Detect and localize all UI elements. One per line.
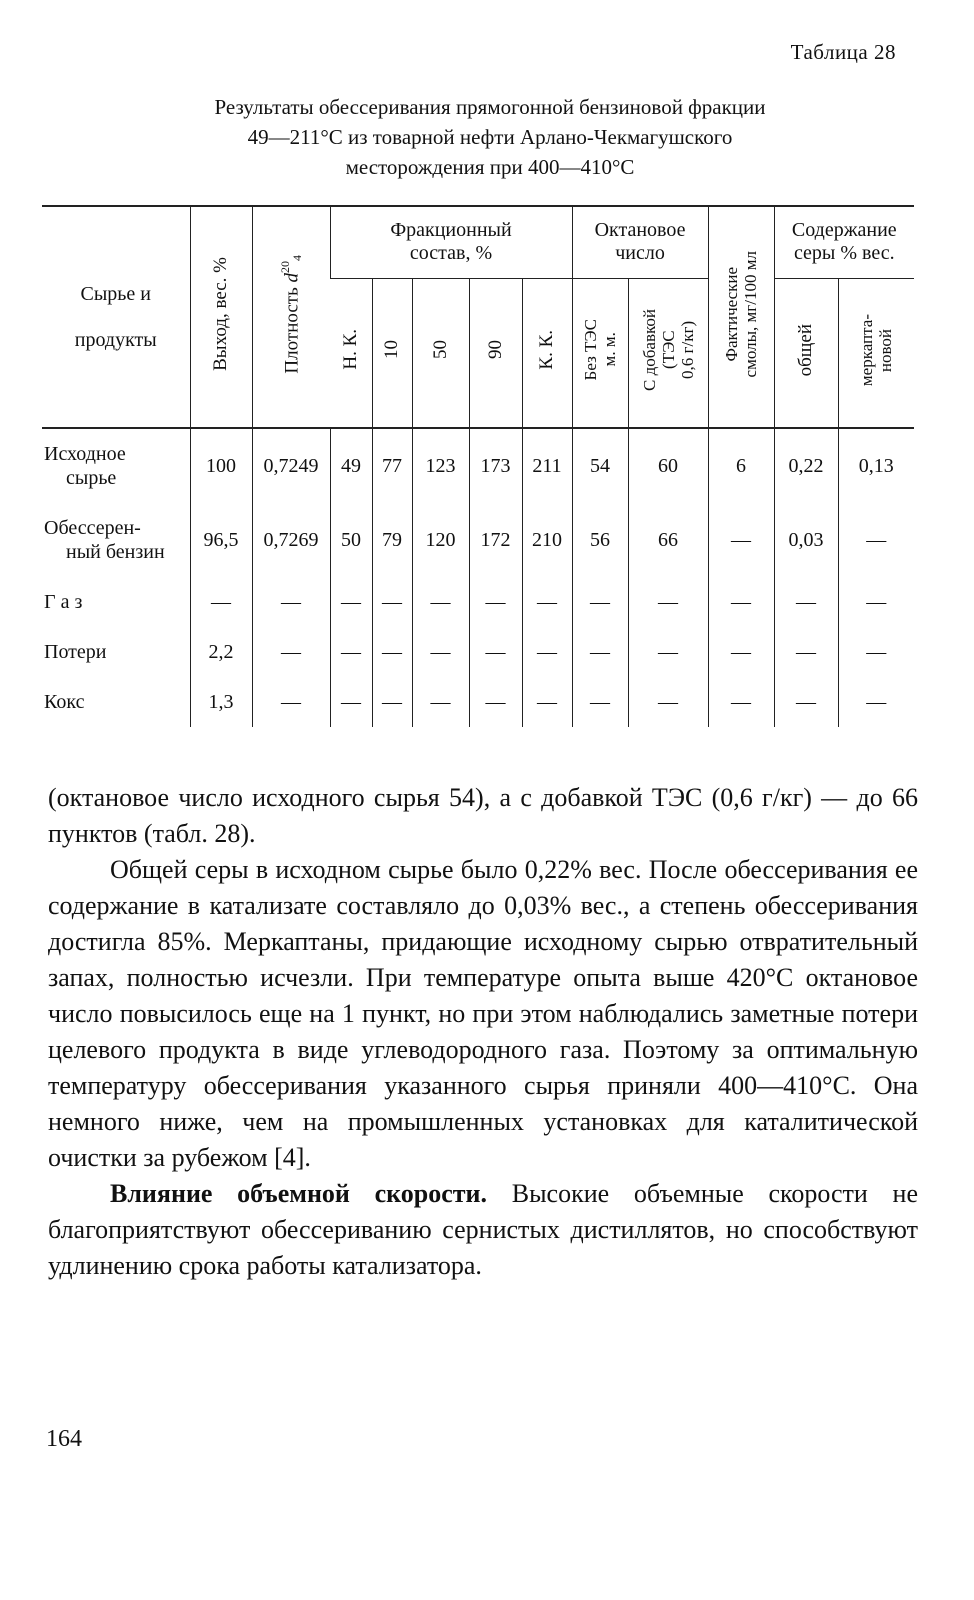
table-row (42, 627, 914, 677)
table-cell: 96,5 (190, 503, 252, 577)
caption-line-2: 49—211°С из товарной нефти Арлано-Чекмагушского (247, 125, 733, 149)
table-cell: — (469, 677, 522, 727)
table-cell: 77 (372, 428, 412, 503)
table-cell: 1,3 (190, 677, 252, 727)
sulfur-group-header (774, 206, 914, 278)
fraction-group-line-1: Фракционный (390, 219, 512, 242)
fraction-col-50 (412, 278, 469, 428)
table-cell: — (708, 627, 774, 677)
row-label-line: Потери (44, 641, 107, 663)
table-cell: — (372, 627, 412, 677)
table-cell: 2,2 (190, 627, 252, 677)
fraction-col-90 (469, 278, 522, 428)
table-cell: — (330, 577, 372, 627)
table-cell: — (522, 677, 572, 727)
paragraph-3-heading: Влияние объемной скорости. (110, 1179, 488, 1208)
fraction-col-ibp (330, 278, 372, 428)
table-cell: — (330, 627, 372, 677)
sulfur-col-mercaptan-label (857, 314, 895, 386)
row-label (42, 428, 190, 503)
fraction-col-90-label: 90 (484, 340, 506, 360)
table-cell: 6 (708, 428, 774, 503)
density-header (252, 206, 330, 428)
page-number: 164 (46, 1426, 82, 1452)
sulfur-group-line-1: Содержание (791, 219, 897, 242)
table-cell: — (628, 577, 708, 627)
paragraph-3-text: Высокие объемные скорости не благоприятствуют обессериванию сернистых дистиллятов, но способствуют удлинению срока работы катализатора. (48, 1179, 918, 1280)
paragraph-3 (48, 1176, 918, 1284)
octane-col-tel (628, 278, 708, 428)
table-cell: — (522, 577, 572, 627)
fraction-col-fbp (522, 278, 572, 428)
sulfur-col-total-label: общей (795, 323, 817, 376)
table-cell: 211 (522, 428, 572, 503)
caption-line-3: месторождения при 400—410°С (345, 155, 635, 179)
row-label-line: ный бензин (66, 541, 165, 563)
table-cell: 49 (330, 428, 372, 503)
table-cell: 50 (330, 503, 372, 577)
table-cell: — (372, 677, 412, 727)
table-cell: — (522, 627, 572, 677)
row-label-line: сырье (66, 467, 117, 489)
table-cell: 79 (372, 503, 412, 577)
table-cell: 54 (572, 428, 628, 503)
row-label (42, 677, 190, 727)
table-cell: 66 (628, 503, 708, 577)
table-cell: — (412, 677, 469, 727)
fraction-col-10-label: 10 (381, 340, 402, 360)
table-cell: — (774, 677, 838, 727)
yield-header (190, 206, 252, 428)
octane-tel-line-3: 0,6 г/кг) (677, 320, 697, 379)
table-cell: 172 (469, 503, 522, 577)
row-label-header (42, 206, 190, 428)
caption-line-1: Результаты обессеривания прямогонной бензиновой фракции (214, 95, 766, 119)
sulfur-col-total (774, 278, 838, 428)
fraction-col-fbp-label: К. К. (536, 329, 557, 370)
octane-clear-line-1: Без ТЭС (581, 319, 601, 381)
row-label-line: Кокс (44, 691, 85, 713)
table-cell: — (572, 627, 628, 677)
gums-header (708, 206, 774, 428)
row-label (42, 503, 190, 577)
octane-clear-line-2: м. м. (600, 332, 620, 367)
table-cell: — (708, 503, 774, 577)
table-cell: — (572, 677, 628, 727)
table-cell: 210 (522, 503, 572, 577)
row-label-line: Г а з (44, 591, 83, 613)
table-body (42, 428, 914, 727)
table-cell: — (708, 577, 774, 627)
table-cell: — (838, 677, 914, 727)
octane-col-clear (572, 278, 628, 428)
table-cell: 120 (412, 503, 469, 577)
table-cell: 0,22 (774, 428, 838, 503)
table-cell: — (774, 627, 838, 677)
table-cell: — (252, 627, 330, 677)
fraction-col-50-label: 50 (429, 340, 451, 360)
row-label-header-line-1: Сырье и (80, 283, 151, 305)
paragraph-2: Общей серы в исходном сырье было 0,22% вес. После обессеривания ее содержание в катализате составляло до 0,03% вес., а степень обессеривания достигла 85%. Меркаптаны, придающие исходному сырью отвратительный запах, полностью исчезли. При температуре опыта выше 420°С октановое число повысилось еще на 1 пункт, но при этом наблюдались заметные потери целевого продукта в виде углеводородного газа. Поэтому за оптимальную температуру обессеривания указанного сырья приняли 400—410°С. Она немного ниже, чем на промышленных установках для каталитической очистки за рубежом [4]. (48, 855, 918, 1172)
table-cell: — (838, 503, 914, 577)
mercaptan-line-2: новой (876, 328, 896, 372)
body-text (48, 780, 918, 1284)
table-cell: 0,7269 (252, 503, 330, 577)
table-cell: — (628, 627, 708, 677)
density-sub: 4 (290, 254, 305, 261)
table-cell: 60 (628, 428, 708, 503)
table-cell: — (372, 577, 412, 627)
table-cell: — (469, 627, 522, 677)
table-cell: — (838, 577, 914, 627)
octane-tel-line-1: С добавкой (639, 308, 659, 391)
table-cell: 56 (572, 503, 628, 577)
table-caption (60, 92, 920, 182)
density-sup: 20 (277, 260, 292, 273)
row-label-line: Обессерен- (44, 517, 141, 539)
row-label (42, 627, 190, 677)
results-table (42, 205, 914, 727)
fraction-col-10 (372, 278, 412, 428)
octane-group-line-2: число (615, 242, 665, 265)
gums-header-label (722, 251, 760, 377)
gums-line-1: Фактические (722, 266, 742, 362)
octane-col-clear-label (581, 319, 619, 380)
paragraph-1: (октановое число исходного сырья 54), а с добавкой ТЭС (0,6 г/кг) — до 66 пунктов (табл. 28). (48, 783, 918, 848)
table-cell: 0,7249 (252, 428, 330, 503)
yield-header-label: Выход, вес. % (210, 257, 231, 371)
table-cell: 0,13 (838, 428, 914, 503)
table-cell: — (412, 627, 469, 677)
table-number: Таблица 28 (790, 40, 896, 64)
octane-tel-line-2: (ТЭС (658, 330, 678, 370)
table-cell: 173 (469, 428, 522, 503)
table-cell: — (774, 577, 838, 627)
table-cell: 123 (412, 428, 469, 503)
octane-group-header (572, 206, 708, 278)
density-label: Плотность (281, 286, 303, 374)
table-row (42, 577, 914, 627)
fraction-group-line-2: состав, % (409, 242, 493, 265)
density-header-label (274, 255, 308, 374)
table-cell: 100 (190, 428, 252, 503)
fraction-group-header (330, 206, 572, 278)
row-label (42, 577, 190, 627)
table-row (42, 503, 914, 577)
sulfur-group-line-2: серы % вес. (793, 242, 895, 265)
table-cell: — (572, 577, 628, 627)
fraction-col-ibp-label: Н. К. (339, 329, 361, 371)
table-cell: — (412, 577, 469, 627)
table-cell: — (252, 577, 330, 627)
row-label-line: Исходное (44, 443, 126, 465)
table-cell: — (190, 577, 252, 627)
octane-col-tel-label (640, 309, 697, 391)
row-label-header-line-2: продукты (74, 329, 157, 351)
mercaptan-line-1: меркапта- (857, 313, 877, 386)
density-symbol: d (281, 272, 303, 283)
table-cell: — (252, 677, 330, 727)
gums-line-2: смолы, мг/100 мл (741, 250, 761, 378)
table-cell: 0,03 (774, 503, 838, 577)
sulfur-col-mercaptan (838, 278, 914, 428)
octane-group-line-1: Октановое (594, 219, 686, 242)
table-cell: — (628, 677, 708, 727)
table-row (42, 677, 914, 727)
table-cell: — (469, 577, 522, 627)
table-row (42, 428, 914, 503)
table-cell: — (708, 677, 774, 727)
table-cell: — (330, 677, 372, 727)
table-cell: — (838, 627, 914, 677)
